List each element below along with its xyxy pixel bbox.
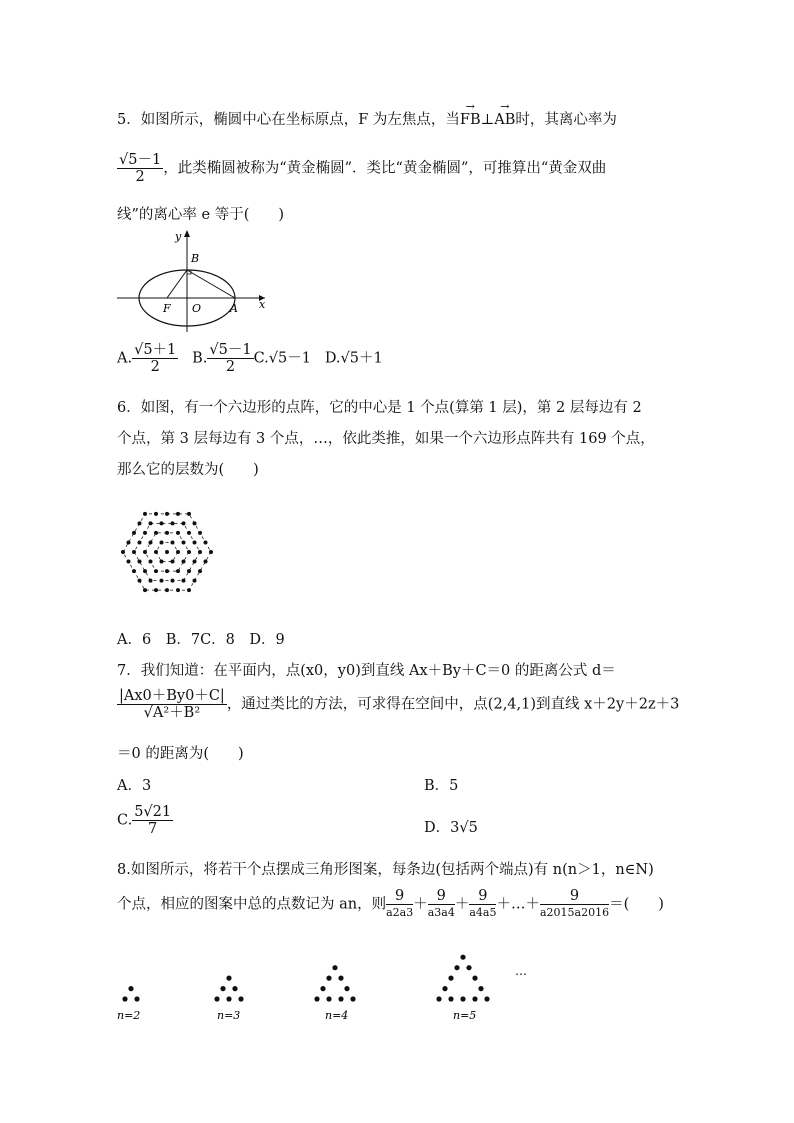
hexagon-dot-figure — [117, 486, 221, 618]
hexagon-dot — [187, 512, 191, 516]
q7-option-d: D．3√5 — [424, 820, 478, 836]
hexagon-dot — [198, 569, 202, 573]
triangle-dot-figure — [117, 935, 537, 1023]
hexagon-dot — [143, 588, 147, 592]
hexagon-dot — [204, 560, 208, 564]
triangle-dot — [448, 976, 453, 981]
point-f-label: F — [163, 302, 171, 315]
triangle-dot — [338, 996, 343, 1001]
hexagon-dot — [204, 541, 208, 545]
hexagon-dot — [138, 521, 142, 525]
q7-option-b: B．5 — [424, 778, 459, 794]
hexagon-dot — [198, 531, 202, 535]
hexagon-dot — [198, 550, 202, 554]
triangle-dot — [460, 996, 465, 1001]
vector-fb: → FB — [460, 112, 481, 128]
hexagon-dot — [149, 541, 153, 545]
triangle-dot — [122, 996, 127, 1001]
label-n3: n=3 — [217, 1009, 241, 1022]
triangle-dot — [238, 996, 243, 1001]
hexagon-dot — [209, 550, 213, 554]
hexagon-dot — [149, 560, 153, 564]
hexagon-dot — [165, 512, 169, 516]
hexagon-dot — [138, 560, 142, 564]
distance-formula-fraction: $\frac{|Ax0+By0+C|}{\text{√A²＋B²}}$ — [119, 688, 225, 721]
triangle-dot — [220, 986, 225, 991]
hexagon-dot — [165, 569, 169, 573]
hexagon-dot — [138, 579, 142, 583]
option-b-fraction: $\frac{√5-1}{2}$ — [209, 342, 252, 375]
hexagon-dot — [160, 541, 164, 545]
point-o-label: O — [192, 302, 202, 315]
hexagon-dot — [138, 541, 142, 545]
hexagon-dot — [143, 569, 147, 573]
triangle-dot — [232, 986, 237, 991]
hexagon-dot — [154, 588, 158, 592]
label-n5: n=5 — [453, 1009, 477, 1022]
q5-line2: $\frac{√5-1}{2}$ ，此类椭圆被称为“黄金椭圆”．类比“黄金椭圆”，可推算出“黄金双曲 — [119, 152, 607, 185]
hexagon-dot — [127, 541, 131, 545]
triangle-dot — [350, 996, 355, 1001]
q5-line3: 线”的离心率 e 等于( ) — [117, 207, 285, 223]
triangle-dot — [454, 965, 459, 970]
triangle-dot — [460, 955, 465, 960]
q7-option-a: A．3 — [117, 778, 152, 794]
hexagon-dot — [160, 521, 164, 525]
q8-line1: 8.如图所示，将若干个点摆成三角形图案，每条边(包括两个端点)有 n(n＞1，n∈N) — [117, 862, 654, 878]
triangle-dot — [448, 996, 453, 1001]
point-a-label: A — [230, 302, 238, 315]
triangle-dot — [472, 976, 477, 981]
point-b-label: B — [191, 252, 200, 265]
hexagon-dot — [176, 512, 180, 516]
q5-options: A. $\frac{√5+1}{2}$ B. $\frac{√5-1}{2}$ C.√5－1 D.√5＋1 — [117, 342, 383, 375]
hexagon-dot — [121, 550, 125, 554]
hexagon-dot — [193, 579, 197, 583]
q7-option-c: C. $\frac{5√21}{7}$ — [117, 804, 172, 837]
q6-options: A．6 B．7C．8 D．9 — [117, 632, 285, 648]
hexagon-dot — [187, 550, 191, 554]
hexagon-dot — [176, 588, 180, 592]
hexagon-dot — [187, 588, 191, 592]
q7-line1: 7．我们知道：在平面内，点(x0，y0)到直线 Ax＋By＋C＝0 的距离公式 d＝ — [117, 663, 616, 679]
hexagon-dot — [143, 550, 147, 554]
hexagon-dot — [187, 569, 191, 573]
hexagon-dot — [182, 579, 186, 583]
q7-line3: ＝0 的距离为( ) — [117, 746, 244, 762]
q8-line2: 个点，相应的图案中总的点数记为 an，则 $\frac{9}{a2a3}$ ＋ $\frac{9}{a3a4}$ ＋ $\frac{9}{a4a5}$ ＋…＋ $\frac{9}{a2015a2016}$ ＝( ) — [117, 888, 664, 919]
hexagon-dot — [154, 531, 158, 535]
triangle-dot — [226, 996, 231, 1001]
hexagon-dot — [132, 531, 136, 535]
hexagon-dot — [149, 579, 153, 583]
triangle-dot — [214, 996, 219, 1001]
hexagon-dot — [176, 569, 180, 573]
hexagon-dot — [193, 521, 197, 525]
hexagon-dot — [193, 560, 197, 564]
hexagon-dot — [165, 550, 169, 554]
hexagon-dot — [176, 550, 180, 554]
hexagon-dot — [154, 550, 158, 554]
hexagon-dot — [132, 569, 136, 573]
ellipse-figure — [117, 228, 267, 332]
hexagon-dot — [182, 521, 186, 525]
triangle-dot — [320, 986, 325, 991]
option-a-fraction: $\frac{√5+1}{2}$ — [134, 342, 177, 375]
triangle-dot — [466, 965, 471, 970]
vector-ab: → AB — [494, 112, 515, 128]
triangle-dot — [128, 986, 133, 991]
triangle-dot — [134, 996, 139, 1001]
hexagon-dot — [132, 550, 136, 554]
hexagon-dot — [171, 579, 175, 583]
hexagon-dot — [165, 588, 169, 592]
triangle-dot — [472, 996, 477, 1001]
triangle-dot — [314, 996, 319, 1001]
hexagon-dot — [143, 531, 147, 535]
hexagon-dot — [171, 560, 175, 564]
hexagon-dot — [154, 569, 158, 573]
hexagon-dot — [143, 512, 147, 516]
figure-ellipsis: … — [515, 964, 527, 978]
q6-line2: 个点，第 3 层每边有 3 个点，…，依此类推，如果一个六边形点阵共有 169 个点， — [117, 431, 655, 447]
golden-ratio-fraction: $\frac{√5-1}{2}$ — [119, 152, 162, 185]
q6-line1: 6．如图，有一个六边形的点阵，它的中心是 1 个点(算第 1 层)，第 2 层每边有 2 — [117, 400, 642, 416]
hexagon-dot — [127, 560, 131, 564]
hexagon-dot — [176, 531, 180, 535]
hexagon-dot — [187, 531, 191, 535]
triangle-dot — [226, 976, 231, 981]
q5-line1: 5．如图所示，椭圆中心在坐标原点，F 为左焦点，当→ FB⊥→ AB时，其离心率为 — [117, 108, 617, 129]
triangle-dot — [478, 986, 483, 991]
option-c: C.√5－1 — [253, 350, 311, 367]
hexagon-dot — [165, 531, 169, 535]
hexagon-dot — [182, 541, 186, 545]
x-axis-label: x — [259, 298, 266, 311]
triangle-dot — [326, 976, 331, 981]
hexagon-dot — [193, 541, 197, 545]
y-axis-label: y — [175, 230, 182, 243]
triangle-dot — [332, 965, 337, 970]
triangle-dot — [344, 986, 349, 991]
option-d: D.√5＋1 — [324, 350, 383, 367]
triangle-dot — [326, 996, 331, 1001]
q7-line2: $\frac{|Ax0+By0+C|}{\text{√A²＋B²}}$ ，通过类比的方法，可求得在空间中，点(2,4,1)到直线 x＋2y＋2z＋3 — [119, 688, 680, 721]
label-n4: n=4 — [325, 1009, 349, 1022]
triangle-dot — [436, 996, 441, 1001]
hexagon-dot — [160, 560, 164, 564]
hexagon-dot — [171, 521, 175, 525]
hexagon-dot — [154, 512, 158, 516]
triangle-dot — [338, 976, 343, 981]
hexagon-dot — [149, 521, 153, 525]
triangle-dot — [484, 996, 489, 1001]
hexagon-dot — [160, 579, 164, 583]
q6-line3: 那么它的层数为( ) — [117, 462, 259, 478]
label-n2: n=2 — [117, 1009, 141, 1022]
hexagon-dot — [182, 560, 186, 564]
triangle-dot — [442, 986, 447, 991]
hexagon-dot — [171, 541, 175, 545]
